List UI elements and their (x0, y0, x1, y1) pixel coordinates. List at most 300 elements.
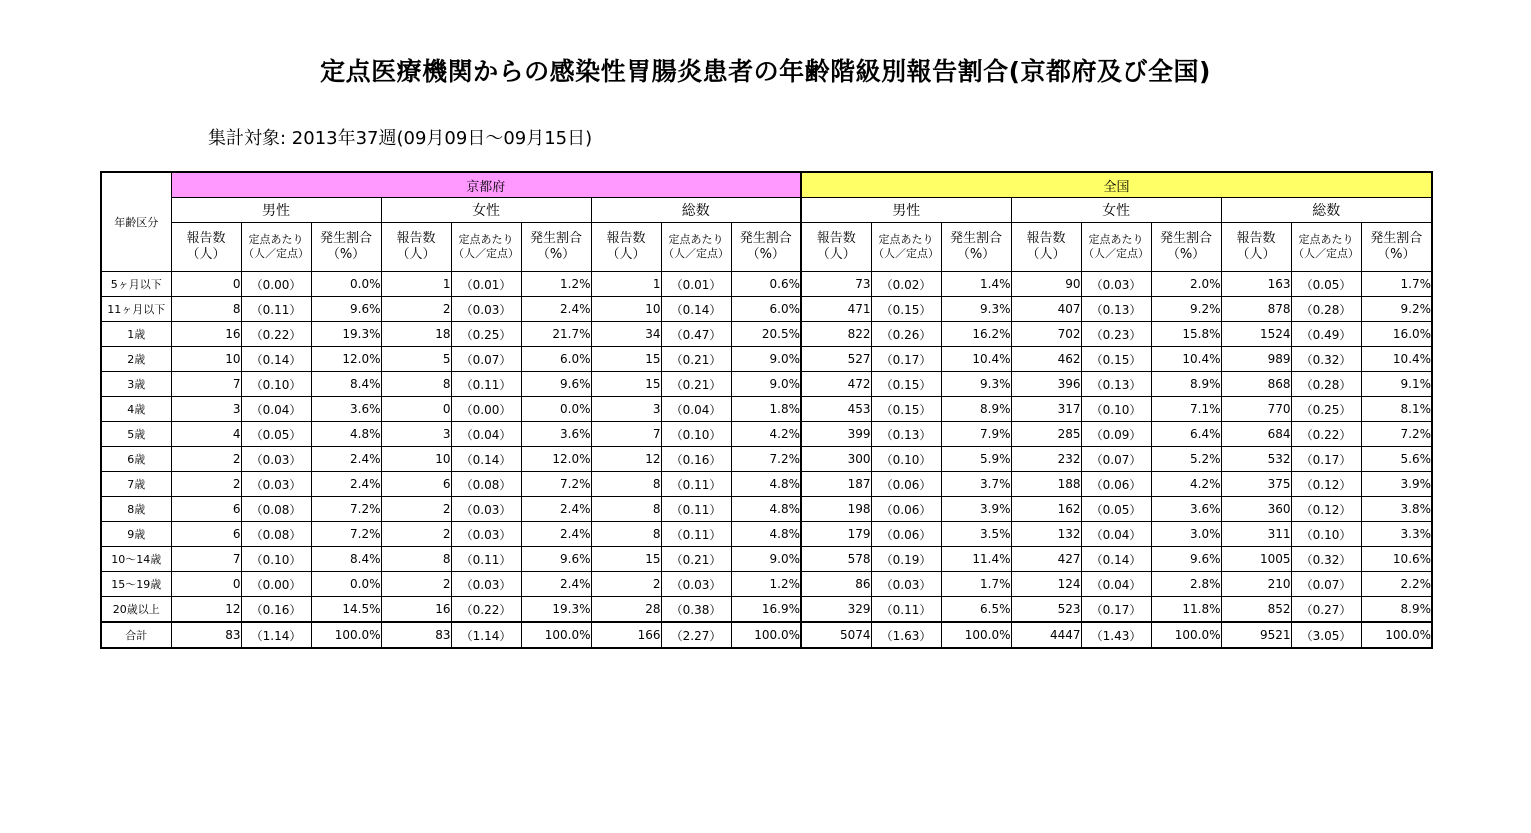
rate-cell: 7.2% (311, 522, 381, 547)
per-sentinel-cell: （0.12） (1291, 472, 1361, 497)
count-cell: 8 (171, 297, 241, 322)
rate-cell: 11.8% (1151, 597, 1221, 623)
rate-cell: 4.2% (1151, 472, 1221, 497)
per-sentinel-cell: （0.03） (1081, 272, 1151, 297)
rate-cell: 100.0% (311, 622, 381, 648)
rate-cell: 7.2% (521, 472, 591, 497)
count-cell: 4447 (1011, 622, 1081, 648)
count-cell: 7 (591, 422, 661, 447)
count-cell: 7 (171, 547, 241, 572)
count-cell: 702 (1011, 322, 1081, 347)
rate-column-header (1361, 223, 1432, 272)
per-sentinel-cell: （0.06） (871, 522, 941, 547)
rate-cell: 7.2% (731, 447, 801, 472)
rate-column-header-line2: （%） (536, 247, 576, 262)
age-cell: 5ヶ月以下 (101, 272, 171, 297)
rate-cell: 20.5% (731, 322, 801, 347)
per-sentinel-cell: （0.13） (1081, 297, 1151, 322)
per-sentinel-cell: （0.04） (1081, 522, 1151, 547)
count-cell: 16 (381, 597, 451, 623)
rate-cell: 3.6% (1151, 497, 1221, 522)
count-cell: 523 (1011, 597, 1081, 623)
count-cell: 453 (801, 397, 871, 422)
per-sentinel-column-header-line1: 定点あたり (1088, 233, 1144, 246)
per-sentinel-cell: （0.06） (871, 472, 941, 497)
per-sentinel-cell: （0.15） (871, 397, 941, 422)
count-column-header-line1: 報告数 (1026, 231, 1066, 246)
count-cell: 2 (171, 447, 241, 472)
rate-cell: 9.0% (731, 547, 801, 572)
count-column-header-line2: （人） (816, 247, 856, 262)
count-cell: 83 (381, 622, 451, 648)
rate-column-header-line1: 発生割合 (319, 231, 372, 246)
count-column-header-line2: （人） (1026, 247, 1066, 262)
age-cell: 9歳 (101, 522, 171, 547)
count-cell: 10 (171, 347, 241, 372)
per-sentinel-cell: （0.13） (871, 422, 941, 447)
table-row (101, 397, 1432, 422)
age-report-table (100, 171, 1433, 649)
per-sentinel-cell: （0.03） (451, 522, 521, 547)
per-sentinel-cell: （0.25） (1291, 397, 1361, 422)
table-row (101, 597, 1432, 623)
count-cell: 8 (381, 547, 451, 572)
per-sentinel-cell: （0.00） (451, 397, 521, 422)
count-cell: 462 (1011, 347, 1081, 372)
per-sentinel-cell: （0.03） (871, 572, 941, 597)
table-row (101, 522, 1432, 547)
count-cell: 578 (801, 547, 871, 572)
rate-cell: 100.0% (731, 622, 801, 648)
count-cell: 399 (801, 422, 871, 447)
per-sentinel-cell: （0.32） (1291, 347, 1361, 372)
rate-cell: 9.0% (731, 347, 801, 372)
per-sentinel-cell: （0.06） (871, 497, 941, 522)
count-column-header (171, 223, 241, 272)
rate-cell: 15.8% (1151, 322, 1221, 347)
count-cell: 300 (801, 447, 871, 472)
rate-cell: 7.9% (941, 422, 1011, 447)
rate-cell: 1.7% (941, 572, 1011, 597)
rate-column-header (311, 223, 381, 272)
rate-cell: 9.1% (1361, 372, 1432, 397)
count-cell: 852 (1221, 597, 1291, 623)
rate-cell: 3.9% (941, 497, 1011, 522)
count-cell: 34 (591, 322, 661, 347)
subgroup-header: 女性 (1011, 198, 1221, 223)
count-cell: 7 (171, 372, 241, 397)
group-header-zenkoku: 全国 (801, 172, 1432, 198)
rate-cell: 0.0% (521, 397, 591, 422)
count-cell: 2 (381, 572, 451, 597)
rate-cell: 8.9% (1361, 597, 1432, 623)
count-cell: 28 (591, 597, 661, 623)
rate-cell: 9.0% (731, 372, 801, 397)
per-sentinel-cell: （0.47） (661, 322, 731, 347)
count-cell: 2 (171, 472, 241, 497)
per-sentinel-cell: （0.04） (661, 397, 731, 422)
count-cell: 16 (171, 322, 241, 347)
table-row (101, 497, 1432, 522)
rate-cell: 3.8% (1361, 497, 1432, 522)
count-cell: 311 (1221, 522, 1291, 547)
per-sentinel-cell: （3.05） (1291, 622, 1361, 648)
age-cell: 20歳以上 (101, 597, 171, 623)
per-sentinel-column-header-line2: （人／定点） (1293, 247, 1360, 260)
per-sentinel-column-header (1291, 223, 1361, 272)
count-column-header (591, 223, 661, 272)
count-cell: 770 (1221, 397, 1291, 422)
count-cell: 6 (381, 472, 451, 497)
rate-cell: 8.1% (1361, 397, 1432, 422)
per-sentinel-cell: （1.14） (451, 622, 521, 648)
count-cell: 868 (1221, 372, 1291, 397)
table-row (101, 297, 1432, 322)
per-sentinel-cell: （0.22） (241, 322, 311, 347)
rate-cell: 1.7% (1361, 272, 1432, 297)
per-sentinel-cell: （0.32） (1291, 547, 1361, 572)
table-row (101, 372, 1432, 397)
age-cell: 3歳 (101, 372, 171, 397)
count-cell: 2 (381, 297, 451, 322)
table-row (101, 422, 1432, 447)
count-cell: 9521 (1221, 622, 1291, 648)
count-column-header-line2: （人） (1236, 247, 1276, 262)
count-cell: 18 (381, 322, 451, 347)
age-cell: 11ヶ月以下 (101, 297, 171, 322)
count-cell: 3 (171, 397, 241, 422)
per-sentinel-cell: （1.43） (1081, 622, 1151, 648)
per-sentinel-cell: （0.21） (661, 547, 731, 572)
rate-column-header-line2: （%） (746, 247, 785, 262)
count-cell: 375 (1221, 472, 1291, 497)
age-cell: 1歳 (101, 322, 171, 347)
count-column-header (1221, 223, 1291, 272)
count-cell: 329 (801, 597, 871, 623)
rate-cell: 1.8% (731, 397, 801, 422)
rate-cell: 4.8% (731, 497, 801, 522)
rate-cell: 1.2% (521, 272, 591, 297)
count-column-header-line1: 報告数 (1236, 231, 1276, 246)
rate-cell: 9.3% (941, 297, 1011, 322)
per-sentinel-cell: （0.01） (451, 272, 521, 297)
per-sentinel-cell: （0.11） (241, 297, 311, 322)
rate-column-header-line2: （%） (956, 247, 996, 262)
per-sentinel-cell: （0.11） (661, 472, 731, 497)
per-sentinel-cell: （0.11） (661, 522, 731, 547)
rate-cell: 4.8% (311, 422, 381, 447)
per-sentinel-cell: （0.16） (241, 597, 311, 623)
per-sentinel-cell: （0.05） (1081, 497, 1151, 522)
count-cell: 989 (1221, 347, 1291, 372)
table-row (101, 272, 1432, 297)
age-cell: 8歳 (101, 497, 171, 522)
per-sentinel-cell: （0.21） (661, 347, 731, 372)
count-cell: 1005 (1221, 547, 1291, 572)
rate-cell: 2.4% (311, 472, 381, 497)
count-cell: 2 (381, 497, 451, 522)
per-sentinel-cell: （0.17） (1081, 597, 1151, 623)
rate-cell: 8.9% (941, 397, 1011, 422)
count-cell: 15 (591, 547, 661, 572)
rate-column-header-line2: （%） (1377, 247, 1416, 262)
age-cell: 2歳 (101, 347, 171, 372)
per-sentinel-cell: （0.07） (1291, 572, 1361, 597)
rate-cell: 10.4% (1151, 347, 1221, 372)
per-sentinel-cell: （0.10） (241, 547, 311, 572)
per-sentinel-cell: （0.03） (451, 497, 521, 522)
subgroup-header: 総数 (591, 198, 801, 223)
count-cell: 407 (1011, 297, 1081, 322)
count-cell: 188 (1011, 472, 1081, 497)
per-sentinel-column-header-line1: 定点あたり (1298, 233, 1354, 246)
per-sentinel-cell: （0.03） (451, 572, 521, 597)
age-cell: 10〜14歳 (101, 547, 171, 572)
count-cell: 2 (381, 522, 451, 547)
subgroup-header: 総数 (1221, 198, 1432, 223)
count-cell: 179 (801, 522, 871, 547)
rate-cell: 3.6% (521, 422, 591, 447)
per-sentinel-column-header (241, 223, 311, 272)
rate-cell: 6.5% (941, 597, 1011, 623)
age-cell: 15〜19歳 (101, 572, 171, 597)
rate-cell: 19.3% (521, 597, 591, 623)
rate-cell: 3.0% (1151, 522, 1221, 547)
per-sentinel-cell: （0.14） (661, 297, 731, 322)
age-cell: 7歳 (101, 472, 171, 497)
rate-cell: 16.2% (941, 322, 1011, 347)
rate-cell: 6.4% (1151, 422, 1221, 447)
page-title: 定点医療機関からの感染性胃腸炎患者の年齢階級別報告割合(京都府及び全国) (320, 57, 1211, 86)
rate-cell: 0.0% (311, 272, 381, 297)
rate-cell: 8.9% (1151, 372, 1221, 397)
rate-cell: 4.2% (731, 422, 801, 447)
table-row (101, 547, 1432, 572)
rate-cell: 4.8% (731, 472, 801, 497)
per-sentinel-column-header-line1: 定点あたり (878, 233, 934, 246)
count-cell: 2 (591, 572, 661, 597)
count-cell: 3 (591, 397, 661, 422)
count-cell: 15 (591, 372, 661, 397)
per-sentinel-cell: （0.03） (451, 297, 521, 322)
per-sentinel-cell: （0.21） (661, 372, 731, 397)
per-sentinel-cell: （0.06） (1081, 472, 1151, 497)
rate-column-header-line1: 発生割合 (950, 231, 1003, 246)
rate-column-header-line1: 発生割合 (1160, 231, 1213, 246)
count-cell: 163 (1221, 272, 1291, 297)
rate-cell: 7.1% (1151, 397, 1221, 422)
rate-cell: 8.4% (311, 547, 381, 572)
per-sentinel-column-header-line1: 定点あたり (668, 233, 724, 246)
count-cell: 232 (1011, 447, 1081, 472)
subgroup-header: 男性 (171, 198, 381, 223)
rate-cell: 0.0% (311, 572, 381, 597)
per-sentinel-column-header-line1: 定点あたり (248, 233, 304, 246)
rate-cell: 21.7% (521, 322, 591, 347)
count-cell: 878 (1221, 297, 1291, 322)
per-sentinel-cell: （0.38） (661, 597, 731, 623)
count-cell: 822 (801, 322, 871, 347)
rate-cell: 2.4% (521, 497, 591, 522)
count-cell: 360 (1221, 497, 1291, 522)
count-cell: 471 (801, 297, 871, 322)
per-sentinel-column-header (451, 223, 521, 272)
count-cell: 10 (381, 447, 451, 472)
count-column-header (801, 223, 871, 272)
rate-cell: 9.6% (521, 547, 591, 572)
rate-column-header (731, 223, 801, 272)
count-cell: 86 (801, 572, 871, 597)
per-sentinel-cell: （0.07） (451, 347, 521, 372)
rate-cell: 16.0% (1361, 322, 1432, 347)
per-sentinel-cell: （0.15） (871, 372, 941, 397)
per-sentinel-cell: （0.22） (451, 597, 521, 623)
rate-cell: 2.8% (1151, 572, 1221, 597)
rate-cell: 9.6% (1151, 547, 1221, 572)
rate-cell: 8.4% (311, 372, 381, 397)
rate-cell: 10.4% (1361, 347, 1432, 372)
report-period: 集計対象: 2013年37週(09月09日〜09月15日) (208, 128, 593, 149)
rate-cell: 3.6% (311, 397, 381, 422)
per-sentinel-cell: （0.15） (871, 297, 941, 322)
rate-cell: 5.2% (1151, 447, 1221, 472)
per-sentinel-cell: （0.01） (661, 272, 731, 297)
rate-column-header (1151, 223, 1221, 272)
count-column-header-line1: 報告数 (816, 231, 856, 246)
count-cell: 10 (591, 297, 661, 322)
per-sentinel-column-header (661, 223, 731, 272)
per-sentinel-cell: （0.08） (241, 522, 311, 547)
count-cell: 198 (801, 497, 871, 522)
count-column-header (1011, 223, 1081, 272)
rate-cell: 12.0% (521, 447, 591, 472)
count-cell: 187 (801, 472, 871, 497)
rate-column-header-line1: 発生割合 (739, 231, 792, 246)
rate-cell: 2.4% (521, 522, 591, 547)
rate-cell: 2.2% (1361, 572, 1432, 597)
per-sentinel-cell: （0.17） (871, 347, 941, 372)
count-cell: 532 (1221, 447, 1291, 472)
table-row (101, 347, 1432, 372)
count-cell: 8 (591, 522, 661, 547)
age-cell: 4歳 (101, 397, 171, 422)
per-sentinel-column-header-line2: （人／定点） (663, 247, 729, 260)
rate-cell: 100.0% (1151, 622, 1221, 648)
rate-cell: 3.5% (941, 522, 1011, 547)
rate-cell: 14.5% (311, 597, 381, 623)
per-sentinel-cell: （0.13） (1081, 372, 1151, 397)
rate-cell: 100.0% (941, 622, 1011, 648)
count-cell: 8 (591, 472, 661, 497)
rate-cell: 10.6% (1361, 547, 1432, 572)
group-header-kyoto: 京都府 (171, 172, 801, 198)
count-cell: 12 (591, 447, 661, 472)
per-sentinel-cell: （0.03） (661, 572, 731, 597)
per-sentinel-cell: （0.10） (241, 372, 311, 397)
count-column-header-line2: （人） (396, 247, 436, 262)
table-row (101, 572, 1432, 597)
count-cell: 684 (1221, 422, 1291, 447)
count-cell: 8 (381, 372, 451, 397)
per-sentinel-cell: （0.28） (1291, 297, 1361, 322)
count-cell: 1524 (1221, 322, 1291, 347)
rate-cell: 2.0% (1151, 272, 1221, 297)
per-sentinel-cell: （0.03） (241, 472, 311, 497)
rate-cell: 4.8% (731, 522, 801, 547)
count-cell: 317 (1011, 397, 1081, 422)
table-row (101, 322, 1432, 347)
count-cell: 15 (591, 347, 661, 372)
count-cell: 162 (1011, 497, 1081, 522)
per-sentinel-cell: （0.08） (241, 497, 311, 522)
rate-cell: 100.0% (521, 622, 591, 648)
per-sentinel-cell: （0.02） (871, 272, 941, 297)
subgroup-header: 男性 (801, 198, 1011, 223)
count-column-header-line1: 報告数 (186, 231, 226, 246)
per-sentinel-cell: （0.00） (241, 272, 311, 297)
per-sentinel-cell: （0.08） (451, 472, 521, 497)
count-cell: 132 (1011, 522, 1081, 547)
rate-cell: 9.3% (941, 372, 1011, 397)
count-column-header-line2: （人） (606, 247, 646, 262)
rate-cell: 11.4% (941, 547, 1011, 572)
count-cell: 285 (1011, 422, 1081, 447)
count-cell: 1 (591, 272, 661, 297)
per-sentinel-cell: （2.27） (661, 622, 731, 648)
per-sentinel-cell: （0.09） (1081, 422, 1151, 447)
per-sentinel-cell: （0.14） (241, 347, 311, 372)
per-sentinel-cell: （0.28） (1291, 372, 1361, 397)
count-cell: 1 (381, 272, 451, 297)
per-sentinel-column-header-line2: （人／定点） (453, 247, 519, 260)
per-sentinel-cell: （0.15） (1081, 347, 1151, 372)
rate-cell: 12.0% (311, 347, 381, 372)
per-sentinel-cell: （0.14） (1081, 547, 1151, 572)
count-column-header-line1: 報告数 (396, 231, 436, 246)
per-sentinel-cell: （0.05） (241, 422, 311, 447)
table-row (101, 472, 1432, 497)
rate-cell: 100.0% (1361, 622, 1432, 648)
rate-cell: 19.3% (311, 322, 381, 347)
per-sentinel-cell: （0.22） (1291, 422, 1361, 447)
count-cell: 124 (1011, 572, 1081, 597)
per-sentinel-column-header-line2: （人／定点） (243, 247, 309, 260)
rate-cell: 5.9% (941, 447, 1011, 472)
rate-cell: 9.2% (1361, 297, 1432, 322)
per-sentinel-cell: （0.05） (1291, 272, 1361, 297)
per-sentinel-cell: （0.10） (871, 447, 941, 472)
rate-cell: 2.4% (521, 572, 591, 597)
per-sentinel-cell: （0.11） (661, 497, 731, 522)
per-sentinel-cell: （0.11） (451, 547, 521, 572)
per-sentinel-cell: （0.27） (1291, 597, 1361, 623)
rate-column-header (521, 223, 591, 272)
rate-cell: 3.7% (941, 472, 1011, 497)
per-sentinel-cell: （0.26） (871, 322, 941, 347)
rate-cell: 6.0% (521, 347, 591, 372)
age-column-header: 年齢区分 (101, 172, 171, 272)
age-cell: 合計 (101, 622, 171, 648)
count-column-header-line1: 報告数 (606, 231, 646, 246)
age-cell: 5歳 (101, 422, 171, 447)
per-sentinel-cell: （0.04） (451, 422, 521, 447)
per-sentinel-cell: （0.03） (241, 447, 311, 472)
total-row (101, 622, 1432, 648)
rate-column-header-line1: 発生割合 (1370, 231, 1423, 246)
rate-cell: 2.4% (521, 297, 591, 322)
count-cell: 166 (591, 622, 661, 648)
count-cell: 527 (801, 347, 871, 372)
